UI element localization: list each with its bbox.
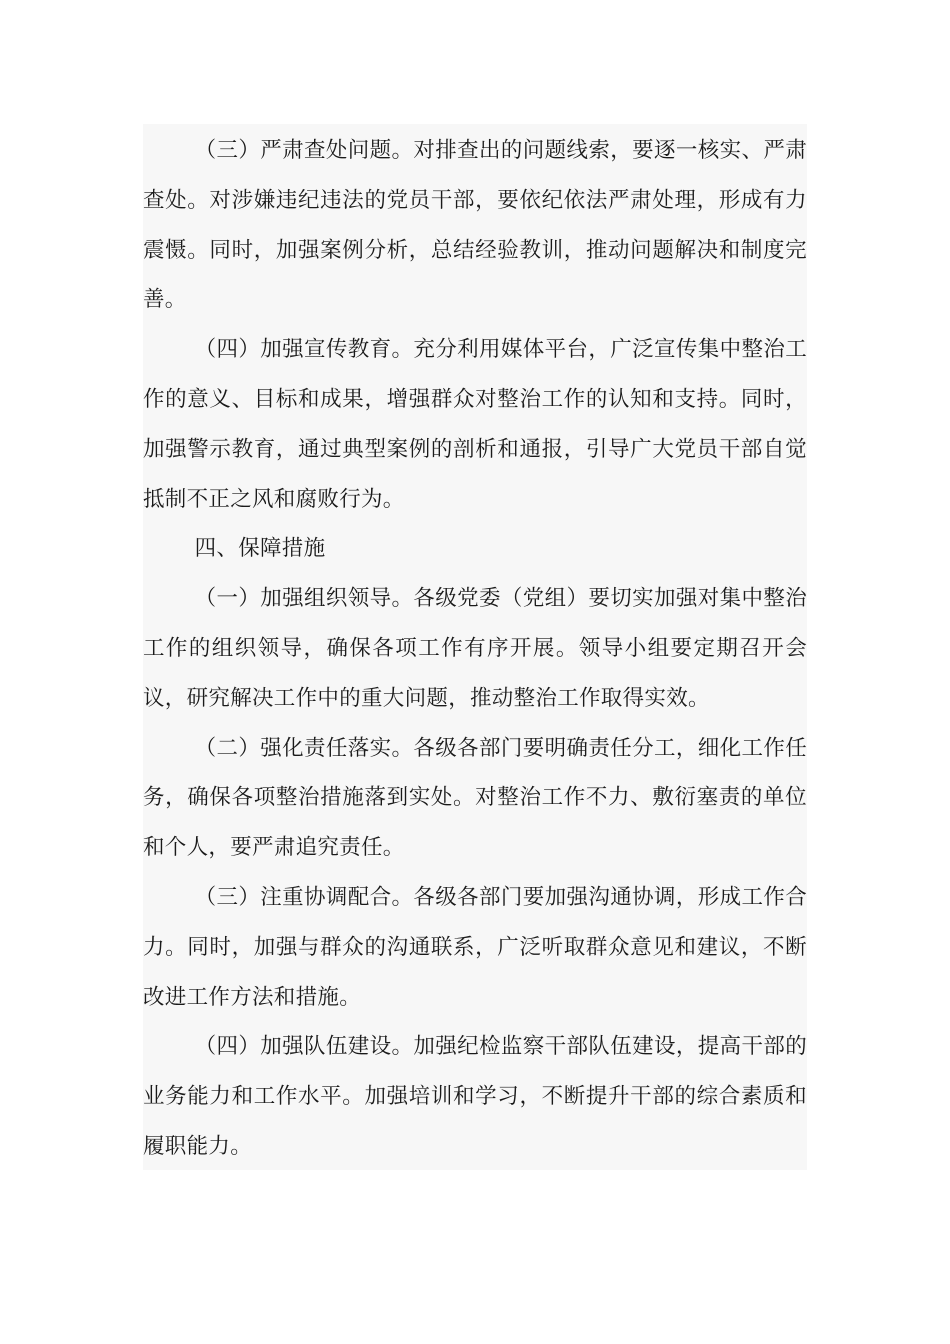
paragraph-section-3-3: （三）严肃查处问题。对排查出的问题线索，要逐一核实、严肃查处。对涉嫌违纪违法的党员干部，要依纪依法严肃处理，形成有力震慑。同时，加强案例分析，总结经验教训，推动问题解决和制度完善。: [143, 138, 807, 313]
paragraph-section-4-1: （一）加强组织领导。各级党委（党组）要切实加强对集中整治工作的组织领导，确保各项工作有序开展。领导小组要定期召开会议，研究解决工作中的重大问题，推动整治工作取得实效。: [143, 586, 807, 711]
paragraph-section-4-2: （二）强化责任落实。各级各部门要明确责任分工，细化工作任务，确保各项整治措施落到实处。对整治工作不力、敷衍塞责的单位和个人，要严肃追究责任。: [143, 735, 807, 861]
paragraph-section-4-3: （三）注重协调配合。各级各部门要加强沟通协调，形成工作合力。同时，加强与群众的沟通联系，广泛听取群众意见和建议，不断改进工作方法和措施。: [143, 884, 807, 1010]
paragraph-section-4-4: （四）加强队伍建设。加强纪检监察干部队伍建设，提高干部的业务能力和工作水平。加强培训和学习，不断提升干部的综合素质和履职能力。: [143, 1034, 807, 1159]
section-heading-4: 四、保障措施: [194, 536, 326, 562]
paragraph-section-3-4: （四）加强宣传教育。充分利用媒体平台，广泛宣传集中整治工作的意义、目标和成果，增强群众对整治工作的认知和支持。同时，加强警示教育，通过典型案例的剖析和通报，引导广大党员干部自觉抵制不正之风和腐败行为。: [143, 337, 807, 512]
document-body: [143, 124, 807, 1170]
